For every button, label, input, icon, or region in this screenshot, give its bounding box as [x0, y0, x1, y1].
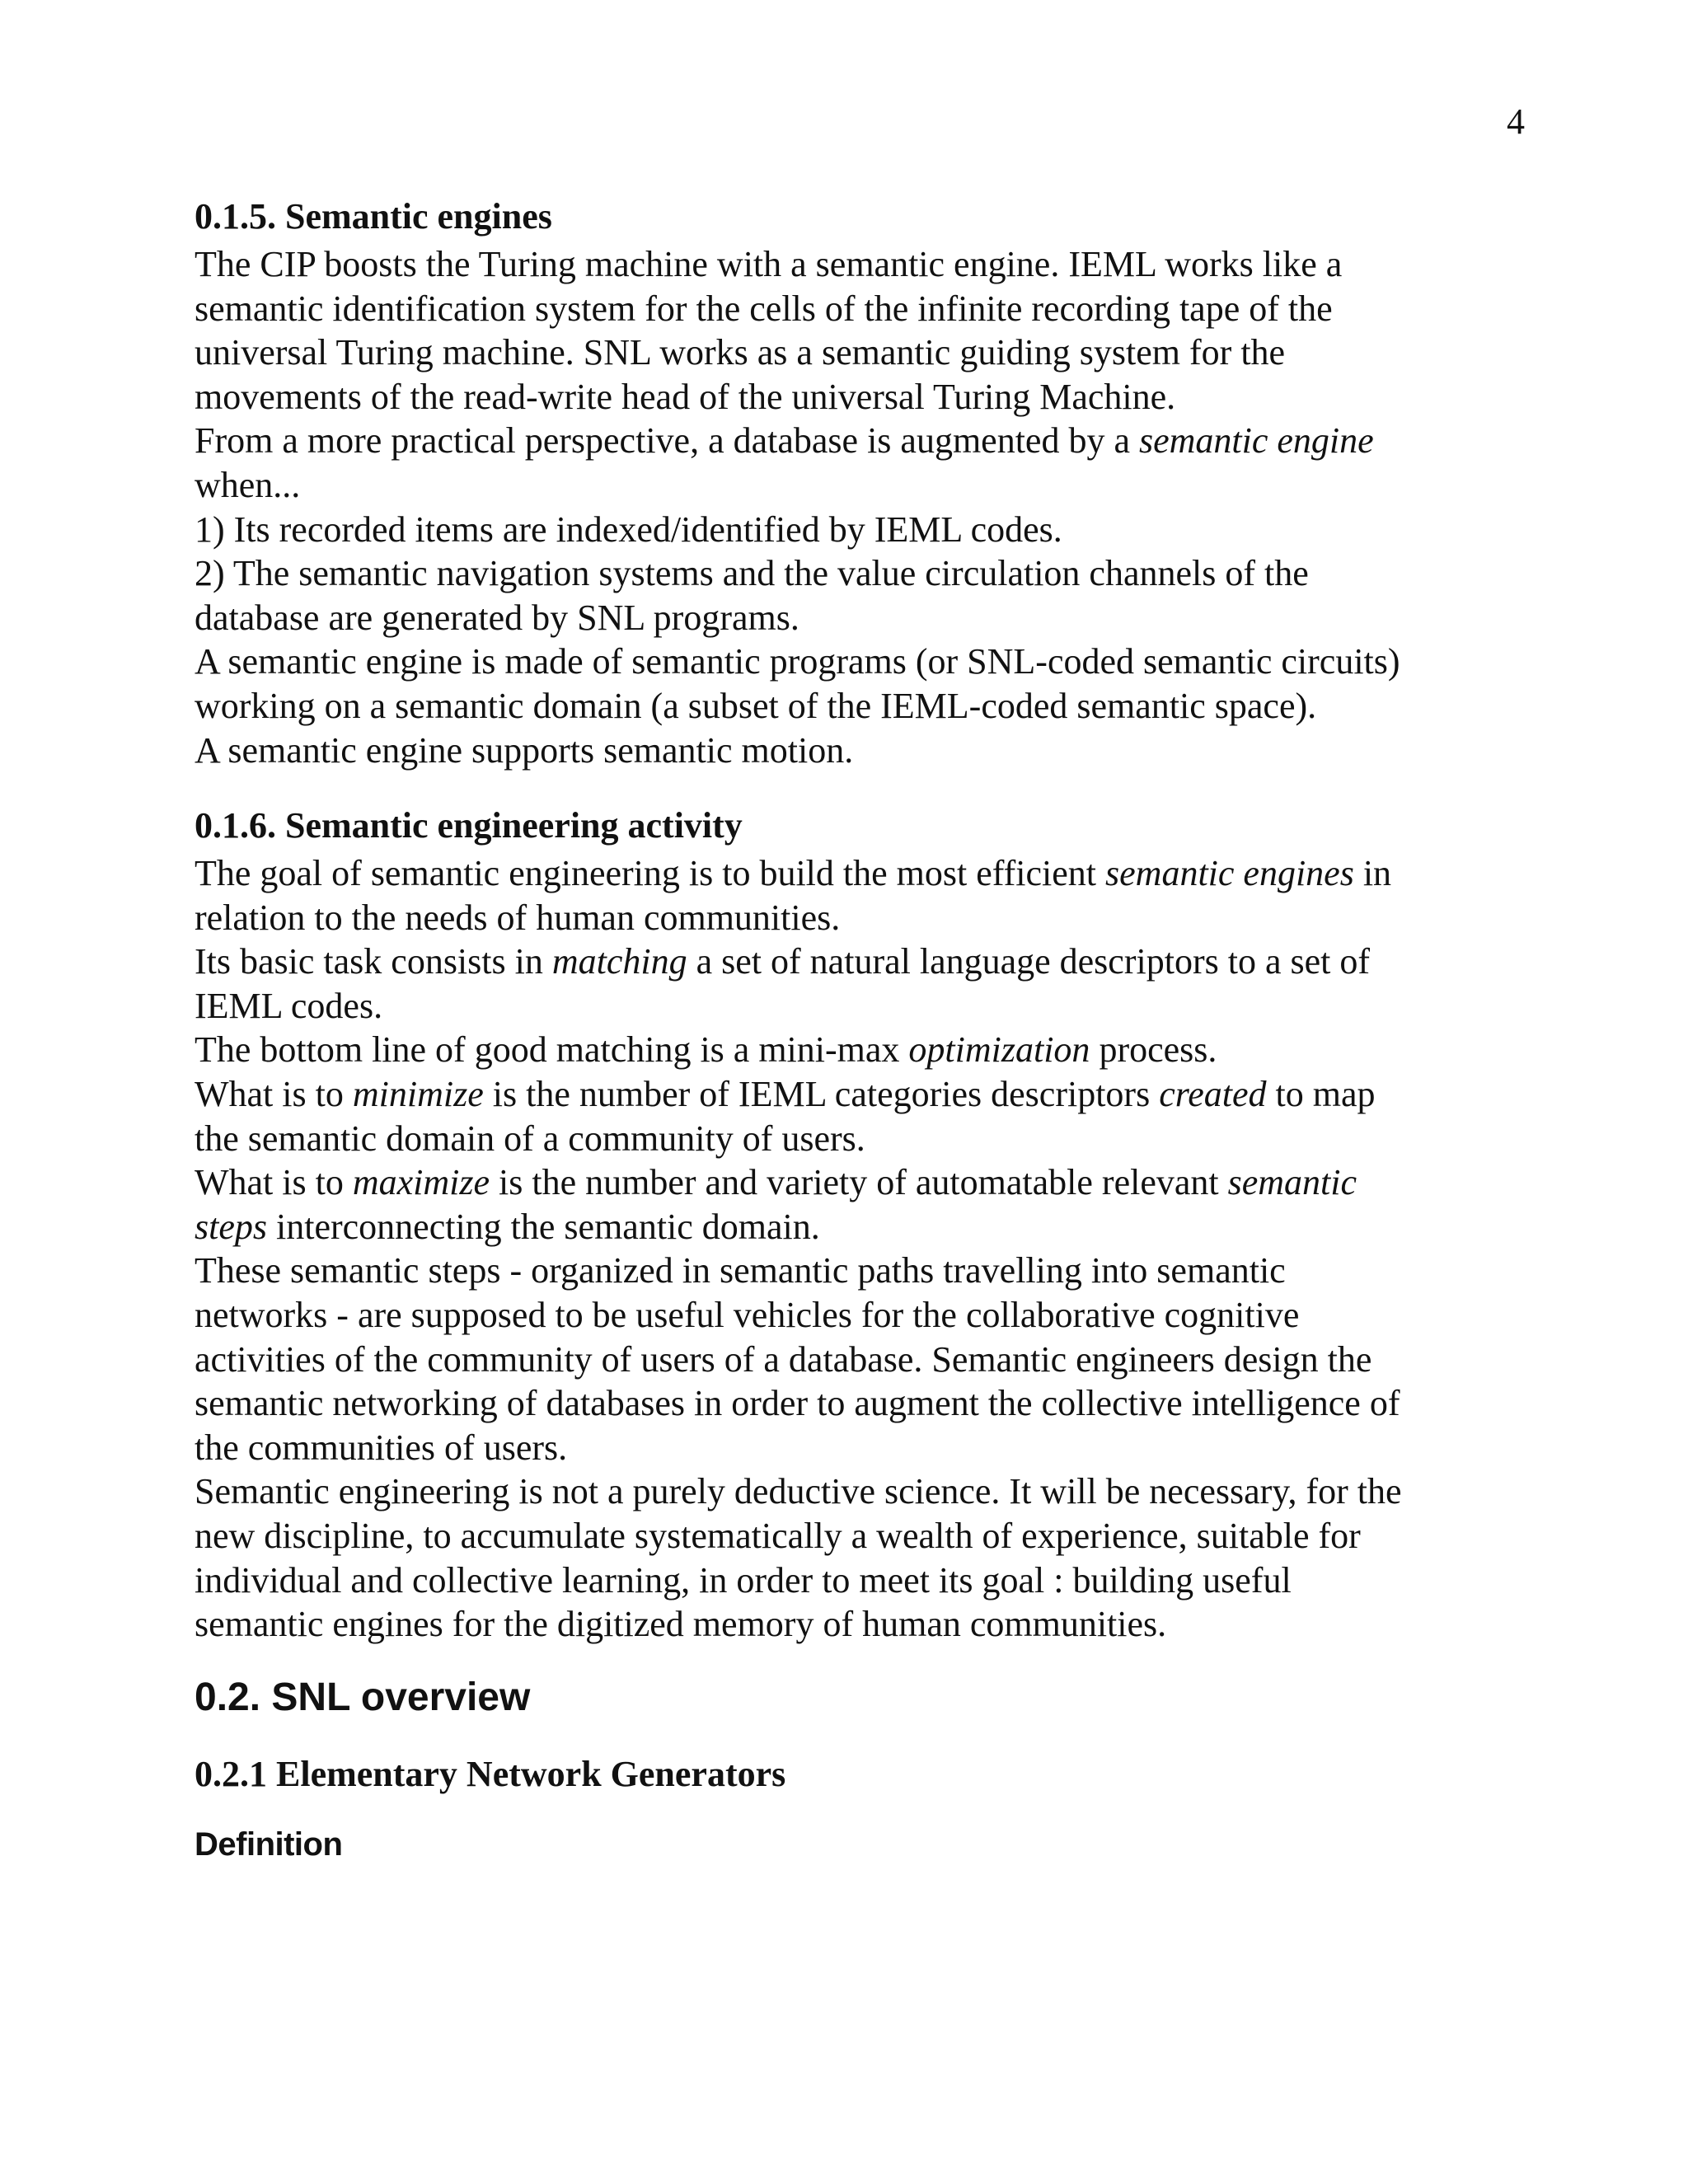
text-line — [195, 551, 1513, 596]
text-line — [195, 684, 1513, 729]
text-span: From a more practical perspective, a database is augmented by a — [195, 420, 1139, 462]
emphasis-text: matching — [551, 941, 687, 982]
text-line — [195, 1160, 1513, 1205]
text-line — [195, 940, 1513, 984]
text-span: A semantic engine is made of semantic programs (or SNL-coded semantic circuits) — [195, 641, 1400, 682]
section-semantic-engines — [195, 194, 1513, 772]
text-span: movements of the read-write head of the universal Turing Machine. — [195, 376, 1176, 417]
text-span: relation to the needs of human communities. — [195, 897, 841, 938]
emphasis-text: semantic engine — [1138, 420, 1374, 462]
text-line — [195, 1028, 1513, 1072]
text-span: to map — [1266, 1073, 1376, 1114]
text-span: process. — [1090, 1029, 1217, 1071]
text-line — [195, 1072, 1513, 1117]
text-line — [195, 1249, 1513, 1293]
text-line — [195, 1381, 1513, 1426]
text-line — [195, 375, 1513, 419]
text-span: the communities of users. — [195, 1427, 568, 1468]
text-span: networks - are supposed to be useful vehicles for the collaborative cognitive — [195, 1294, 1300, 1335]
emphasis-text: maximize — [352, 1162, 490, 1203]
text-line — [195, 896, 1513, 940]
text-span: semantic identification system for the cells of the infinite recording tape of the — [195, 288, 1333, 329]
text-span: A semantic engine supports semantic motion. — [195, 729, 854, 771]
emphasis-text: semantic — [1227, 1162, 1357, 1203]
text-line — [195, 508, 1513, 552]
page-number: 4 — [1507, 101, 1525, 142]
text-line — [195, 463, 1513, 508]
emphasis-text: minimize — [352, 1073, 484, 1114]
text-span: Its basic task consists in — [195, 941, 552, 982]
text-line — [195, 1205, 1513, 1249]
text-span: is the number and variety of automatable relevant — [490, 1162, 1228, 1203]
section-heading-snl-overview: 0.2. SNL overview — [195, 1675, 531, 1719]
definition-heading: Definition — [195, 1826, 343, 1863]
text-span: semantic networking of databases in order to augment the collective intelligence of — [195, 1383, 1400, 1424]
text-line — [195, 984, 1513, 1029]
text-span: interconnecting the semantic domain. — [267, 1206, 820, 1247]
text-line — [195, 851, 1513, 896]
text-span: universal Turing machine. SNL works as a semantic guiding system for the — [195, 332, 1286, 373]
section-heading: 0.1.6. Semantic engineering activity — [195, 805, 743, 846]
text-line — [195, 330, 1513, 375]
text-span: 2) The semantic navigation systems and the value circulation channels of the — [195, 553, 1309, 594]
text-span: is the number of IEML categories descriptors — [483, 1073, 1160, 1114]
text-line — [195, 596, 1513, 640]
section-heading: 0.1.5. Semantic engines — [195, 196, 552, 237]
text-line — [195, 729, 1513, 773]
text-span: IEML codes. — [195, 985, 383, 1026]
text-span: new discipline, to accumulate systematically a wealth of experience, suitable for — [195, 1515, 1361, 1556]
emphasis-text: semantic engines — [1105, 853, 1354, 893]
text-span: individual and collective learning, in order to meet its goal : building useful — [195, 1559, 1292, 1601]
text-span: Semantic engineering is not a purely deductive science. It will be necessary, for the — [195, 1471, 1402, 1512]
emphasis-text: steps — [195, 1206, 267, 1247]
text-line — [195, 1117, 1513, 1161]
text-span: database are generated by SNL programs. — [195, 597, 799, 638]
text-line — [195, 1469, 1513, 1514]
text-span: activities of the community of users of a database. Semantic engineers design the — [195, 1338, 1372, 1380]
text-line — [195, 287, 1513, 331]
text-line — [195, 1293, 1513, 1338]
emphasis-text: created — [1159, 1073, 1267, 1114]
subsection-heading: 0.2.1 Elementary Network Generators — [195, 1754, 786, 1794]
text-span: What is to — [195, 1073, 353, 1114]
text-span: The CIP boosts the Turing machine with a semantic engine. IEML works like a — [195, 244, 1343, 284]
text-line — [195, 242, 1513, 287]
section-body — [195, 242, 1513, 772]
text-span: 1) Its recorded items are indexed/identified by IEML codes. — [195, 509, 1062, 550]
text-span: working on a semantic domain (a subset of the IEML-coded semantic space). — [195, 685, 1317, 726]
section-body — [195, 851, 1513, 1647]
text-span: The bottom line of good matching is a mini-max — [195, 1029, 909, 1071]
subsection-elementary-network-generators — [195, 1752, 1513, 1797]
text-span: a set of natural language descriptors to a set of — [687, 941, 1370, 982]
text-line — [195, 1558, 1513, 1603]
text-span: The goal of semantic engineering is to build the most efficient — [195, 853, 1106, 893]
text-line — [195, 640, 1513, 684]
emphasis-text: optimization — [908, 1029, 1090, 1071]
text-span: These semantic steps - organized in semantic paths travelling into semantic — [195, 1250, 1286, 1291]
text-line — [195, 1602, 1513, 1647]
text-span: in — [1353, 853, 1392, 893]
text-span: the semantic domain of a community of users. — [195, 1118, 865, 1159]
text-line — [195, 1426, 1513, 1470]
text-line — [195, 1338, 1513, 1382]
text-line — [195, 419, 1513, 463]
text-span: What is to — [195, 1162, 353, 1203]
text-span: when... — [195, 464, 301, 505]
section-semantic-engineering-activity — [195, 804, 1513, 1647]
text-span: semantic engines for the digitized memory of human communities. — [195, 1604, 1167, 1645]
text-line — [195, 1514, 1513, 1558]
